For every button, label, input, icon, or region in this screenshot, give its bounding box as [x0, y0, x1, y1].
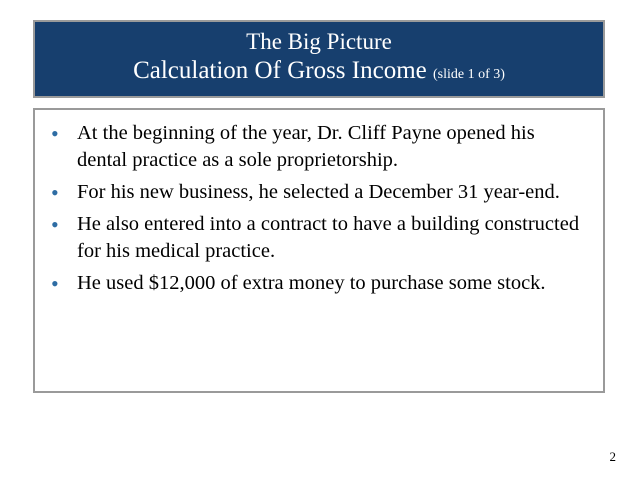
slide-body-box: [33, 108, 605, 393]
slide-title-secondary-text: Calculation Of Gross Income: [133, 57, 427, 84]
list-item: [45, 270, 589, 297]
slide-title-secondary: [133, 56, 505, 90]
slide-title-slide-counter: (slide 1 of 3): [433, 67, 505, 82]
list-item-text: He used $12,000 of extra money to purchase some stock.: [77, 272, 546, 294]
list-item: [45, 120, 589, 174]
bullet-icon: •: [51, 212, 59, 237]
list-item: [45, 211, 589, 265]
list-item-text: For his new business, he selected a December 31 year-end.: [77, 181, 560, 203]
bullet-icon: •: [51, 180, 59, 205]
bullet-icon: •: [51, 121, 59, 146]
list-item-text: At the beginning of the year, Dr. Cliff Payne opened his dental practice as a sole proprietorship.: [77, 122, 535, 171]
page-number: 2: [609, 449, 616, 464]
bullet-list: [45, 120, 589, 297]
bullet-icon: •: [51, 271, 59, 296]
list-item: [45, 179, 589, 206]
list-item-text: He also entered into a contract to have a building constructed for his medical practice.: [77, 213, 580, 262]
slide-title-box: [33, 20, 605, 98]
slide-title-primary: The Big Picture: [246, 29, 392, 54]
